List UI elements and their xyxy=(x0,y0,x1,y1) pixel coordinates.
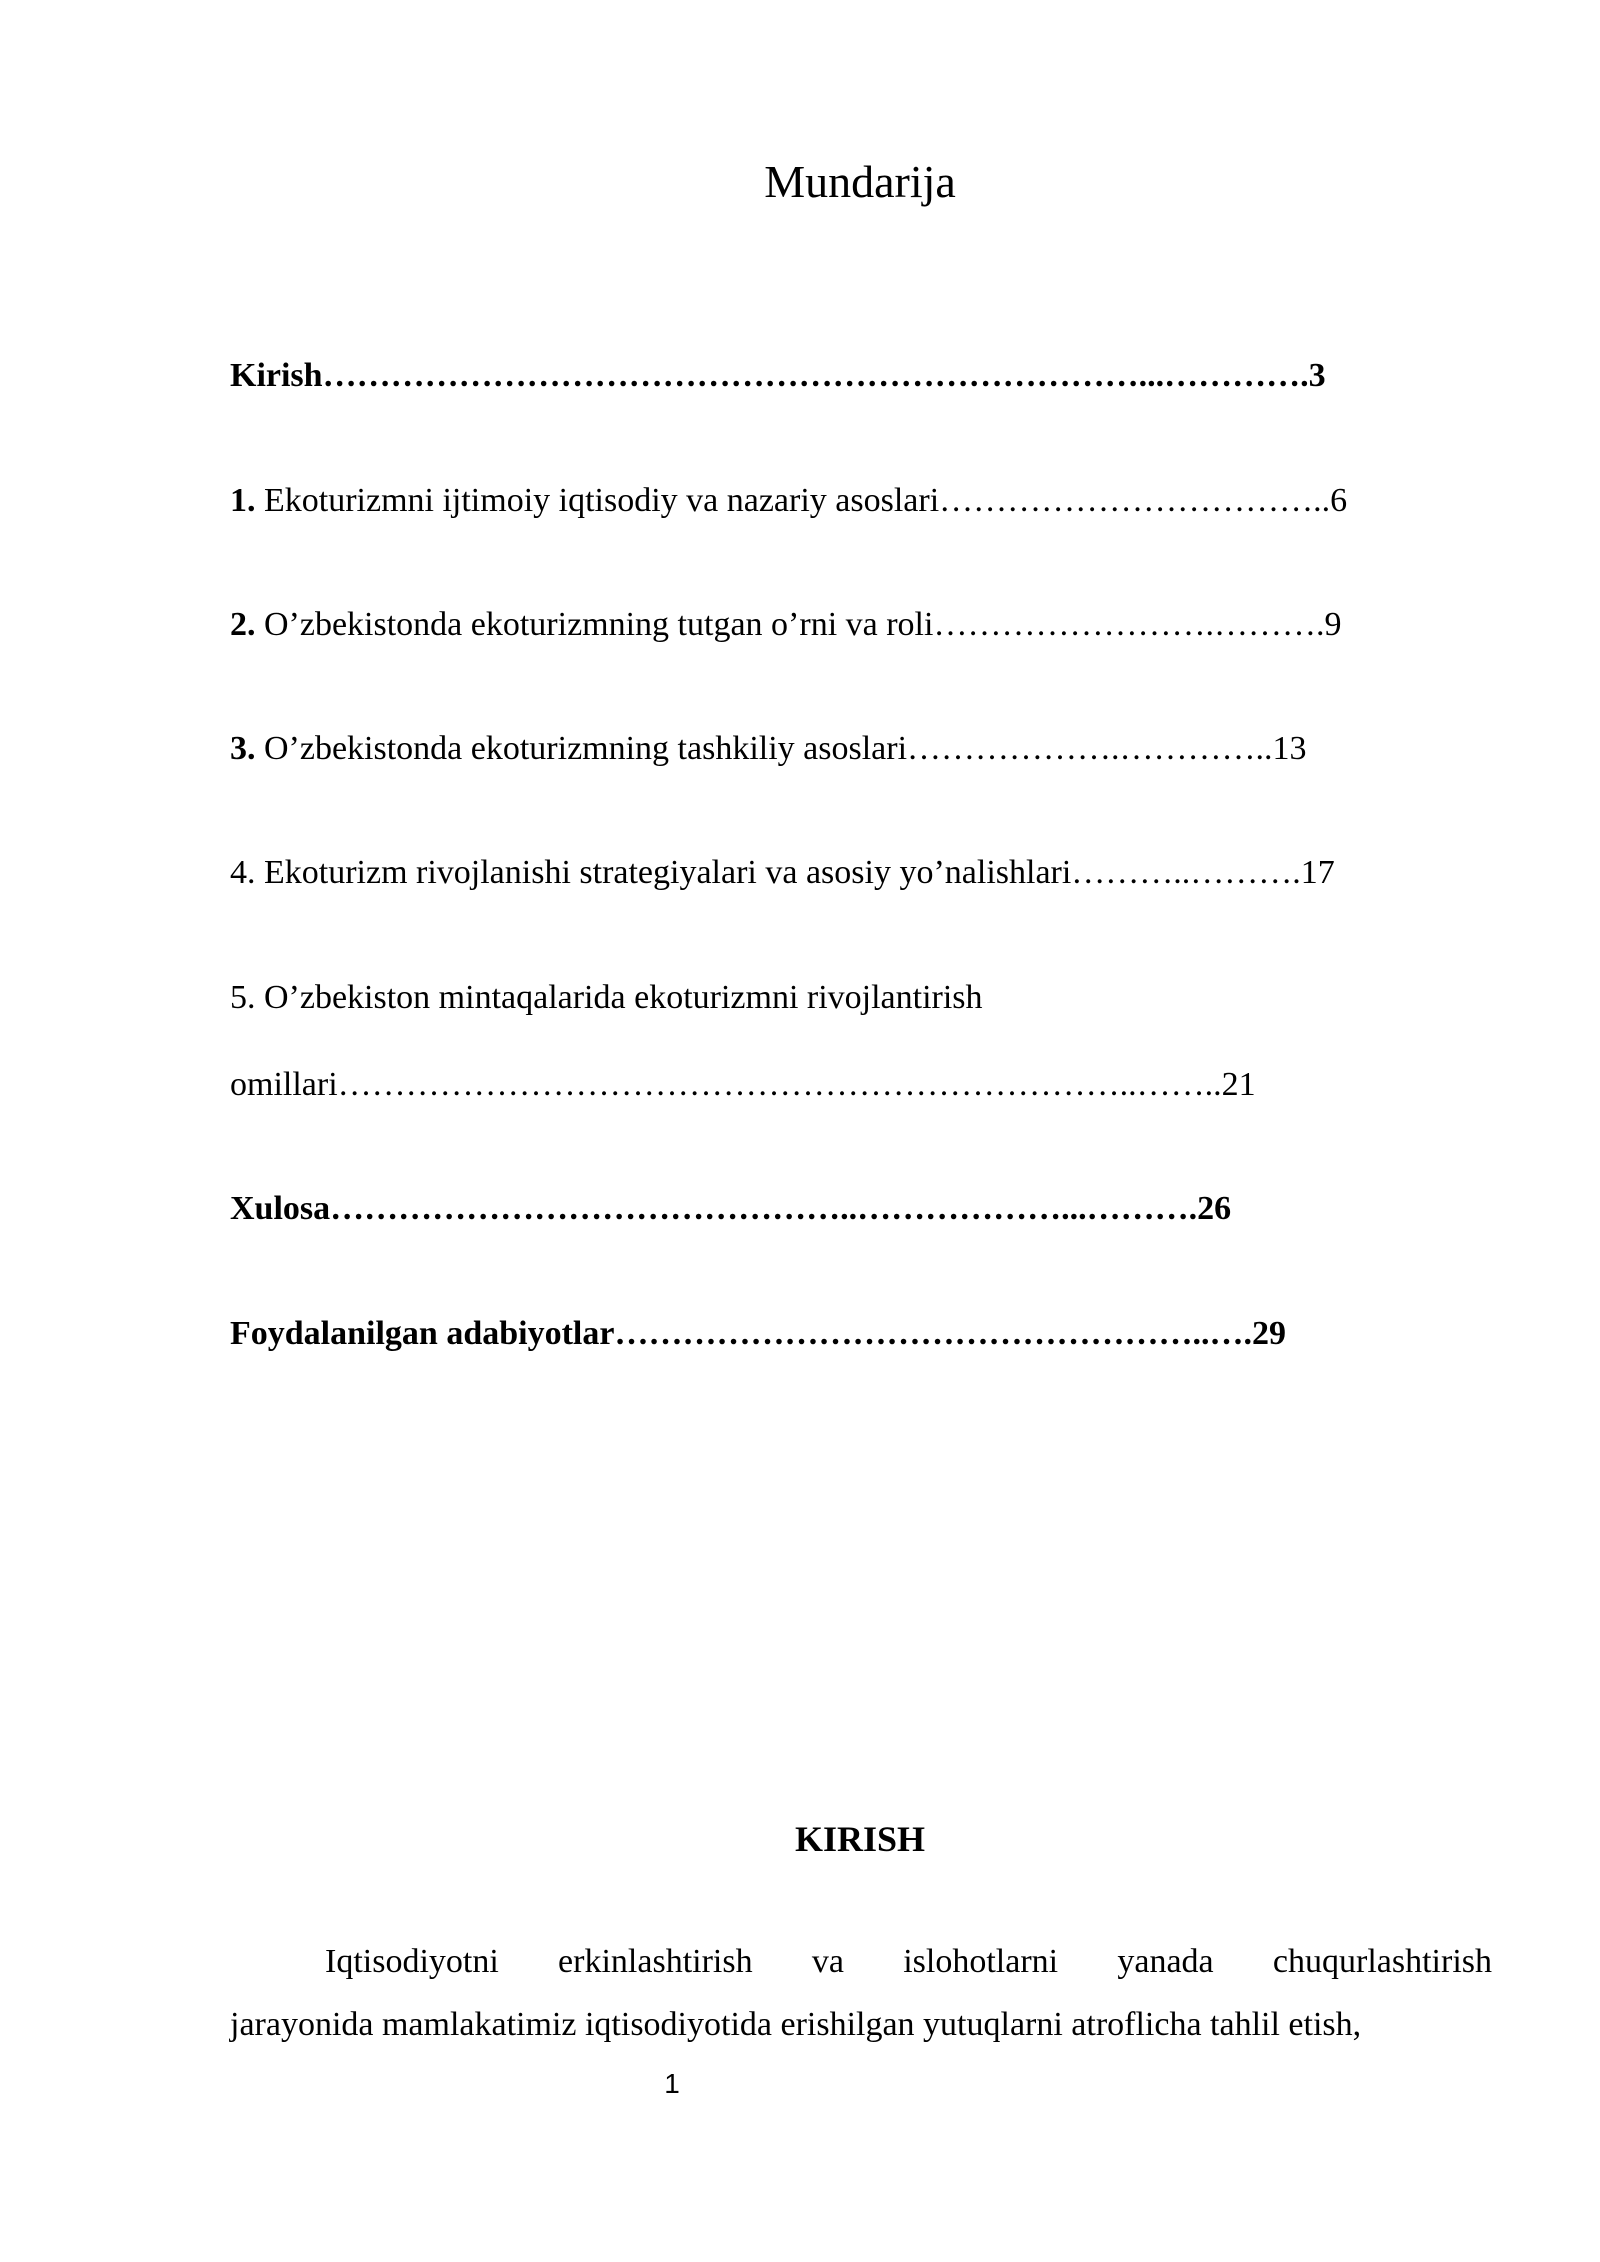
toc-item-label: O’zbekistonda ekoturizmning tashkiliy asoslari……………….…………..13 xyxy=(255,730,1307,767)
toc-item-adabiyotlar[interactable]: Foydalanilgan adabiyotlar……………………………………………..….29 xyxy=(230,1315,1286,1352)
toc-item-label: O’zbekistonda ekoturizmning tutgan o’rni va roli…………………….……….9 xyxy=(255,606,1342,643)
toc-item-3[interactable] xyxy=(230,727,1307,771)
toc-item-1[interactable] xyxy=(230,479,1347,523)
toc-item-2[interactable] xyxy=(230,603,1341,647)
toc-item-kirish[interactable]: Kirish………………………………………………………………...………….3 xyxy=(230,357,1326,394)
toc-item-4[interactable]: 4. Ekoturizm rivojlanishi strategiyalari va asosiy yo’nalishlari………..……….17 xyxy=(230,854,1335,891)
toc-item-label: Ekoturizmni ijtimoiy iqtisodiy va nazariy asoslari……………………………..6 xyxy=(255,482,1348,519)
page-number: 1 xyxy=(664,2068,680,2099)
section-heading: KIRISH xyxy=(794,1819,926,1859)
toc-item-number: 1. xyxy=(230,482,256,519)
toc-item-xulosa[interactable]: Xulosa………………………………………..………………...……….26 xyxy=(230,1190,1232,1227)
paragraph-line: Iqtisodiyotni erkinlashtirish va islohotlarni yanada chuqurlashtirish xyxy=(325,1943,1492,1980)
paragraph-line: jarayonida mamlakatimiz iqtisodiyotida erishilgan yutuqlarni atroflicha tahlil etish, xyxy=(230,2006,1362,2043)
toc-item-number: 3. xyxy=(230,730,256,767)
toc-item-5-line2[interactable]: omillari……………………………………………………………..……..21 xyxy=(230,1066,1256,1103)
toc-item-number: 2. xyxy=(230,606,256,643)
toc-item-5-line1[interactable]: 5. O’zbekiston mintaqalarida ekoturizmni rivojlantirish xyxy=(230,979,983,1016)
page-title: Mundarija xyxy=(764,156,956,207)
